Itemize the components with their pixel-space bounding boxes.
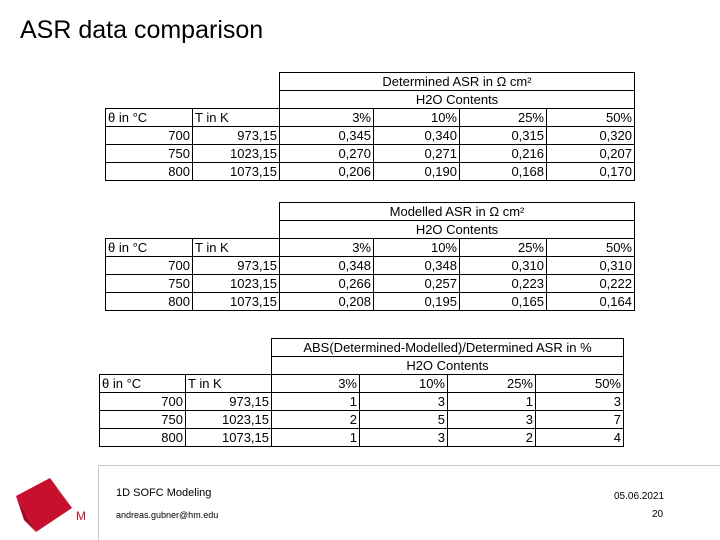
table-header: Determined ASR in Ω cm² (280, 73, 635, 91)
table-subheader: H2O Contents (280, 221, 635, 239)
column-header-row (106, 239, 635, 257)
cell: 3 (536, 393, 624, 411)
cell: 0,195 (374, 293, 460, 311)
col-h2o: 10% (360, 375, 448, 393)
cell: 3 (448, 411, 536, 429)
cell: 750 (106, 145, 193, 163)
cell: 0,340 (374, 127, 460, 145)
cell: 2 (272, 411, 360, 429)
table-row (100, 411, 624, 429)
cell: 0,348 (374, 257, 460, 275)
cell: 700 (106, 127, 193, 145)
column-header-row (106, 109, 635, 127)
cell: 700 (106, 257, 193, 275)
col-theta: θ in °C (106, 109, 193, 127)
cell: 0,170 (547, 163, 635, 181)
cell: 1073,15 (193, 163, 280, 181)
cell: 0,207 (547, 145, 635, 163)
cell: 973,15 (193, 127, 280, 145)
cell: 1023,15 (186, 411, 272, 429)
col-h2o: 10% (374, 239, 460, 257)
cell: 0,223 (460, 275, 547, 293)
col-h2o: 25% (460, 109, 547, 127)
table-row (106, 127, 635, 145)
cell: 0,257 (374, 275, 460, 293)
col-h2o: 3% (280, 239, 374, 257)
cell: 0,315 (460, 127, 547, 145)
cell: 0,190 (374, 163, 460, 181)
table-subheader: H2O Contents (272, 357, 624, 375)
table-row (106, 145, 635, 163)
cell: 0,320 (547, 127, 635, 145)
col-h2o: 50% (536, 375, 624, 393)
cell: 0,310 (460, 257, 547, 275)
column-header-row (100, 375, 624, 393)
cell: 0,164 (547, 293, 635, 311)
cell: 3 (360, 429, 448, 447)
modelled-asr-table (105, 202, 635, 311)
table-header: Modelled ASR in Ω cm² (280, 203, 635, 221)
col-t: T in K (186, 375, 272, 393)
cell: 5 (360, 411, 448, 429)
footer-course: 1D SOFC Modeling (116, 487, 212, 499)
footer-divider-vertical (98, 465, 99, 540)
cell: 2 (448, 429, 536, 447)
deviation-table (99, 338, 624, 447)
table-row (106, 257, 635, 275)
cell: 0,345 (280, 127, 374, 145)
col-h2o: 10% (374, 109, 460, 127)
cell: 800 (106, 163, 193, 181)
cell: 0,222 (547, 275, 635, 293)
cell: 1 (272, 429, 360, 447)
footer-date: 05.06.2021 (614, 491, 665, 502)
determined-asr-table (105, 72, 635, 181)
col-theta: θ in °C (100, 375, 186, 393)
cell: 4 (536, 429, 624, 447)
cell: 750 (106, 275, 193, 293)
footer-email: andreas.gubner@hm.edu (116, 510, 219, 520)
col-t: T in K (193, 239, 280, 257)
university-logo-icon (6, 474, 96, 536)
cell: 0,310 (547, 257, 635, 275)
table-row (106, 275, 635, 293)
footer-divider (98, 465, 720, 466)
col-h2o: 3% (272, 375, 360, 393)
table-row (100, 393, 624, 411)
table-row (106, 293, 635, 311)
cell: 973,15 (193, 257, 280, 275)
cell: 0,348 (280, 257, 374, 275)
cell: 0,208 (280, 293, 374, 311)
cell: 750 (100, 411, 186, 429)
cell: 1 (272, 393, 360, 411)
cell: 700 (100, 393, 186, 411)
cell: 3 (360, 393, 448, 411)
cell: 973,15 (186, 393, 272, 411)
col-h2o: 3% (280, 109, 374, 127)
table-row (100, 429, 624, 447)
cell: 1073,15 (186, 429, 272, 447)
cell: 1023,15 (193, 145, 280, 163)
logo-letter: M (76, 509, 86, 523)
cell: 0,206 (280, 163, 374, 181)
cell: 800 (106, 293, 193, 311)
table-header: ABS(Determined-Modelled)/Determined ASR in % (272, 339, 624, 357)
cell: 800 (100, 429, 186, 447)
cell: 0,270 (280, 145, 374, 163)
page-number: 20 (652, 509, 664, 520)
cell: 1023,15 (193, 275, 280, 293)
cell: 1073,15 (193, 293, 280, 311)
col-h2o: 50% (547, 109, 635, 127)
cell: 7 (536, 411, 624, 429)
col-h2o: 50% (547, 239, 635, 257)
cell: 1 (448, 393, 536, 411)
table-row (106, 163, 635, 181)
col-t: T in K (193, 109, 280, 127)
col-h2o: 25% (460, 239, 547, 257)
slide-title: ASR data comparison (20, 16, 264, 44)
table-subheader: H2O Contents (280, 91, 635, 109)
cell: 0,216 (460, 145, 547, 163)
cell: 0,165 (460, 293, 547, 311)
cell: 0,266 (280, 275, 374, 293)
cell: 0,271 (374, 145, 460, 163)
cell: 0,168 (460, 163, 547, 181)
col-theta: θ in °C (106, 239, 193, 257)
col-h2o: 25% (448, 375, 536, 393)
